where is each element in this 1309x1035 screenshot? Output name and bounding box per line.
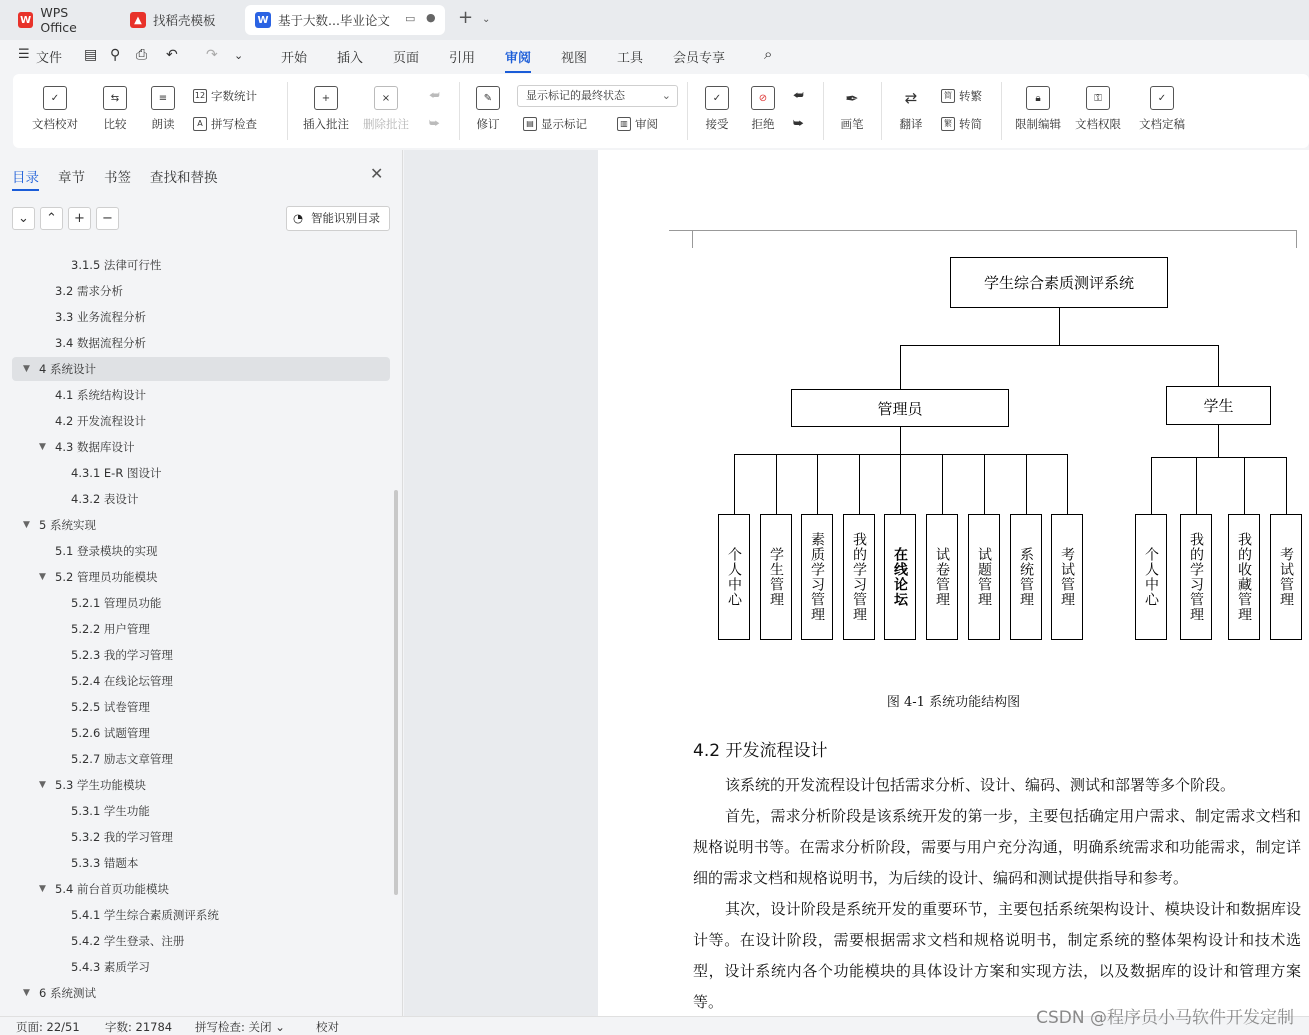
toc-item-label: 4 系统设计 bbox=[39, 362, 96, 376]
doc-permission-button[interactable] bbox=[1073, 86, 1123, 132]
connector-line bbox=[984, 454, 985, 514]
finalize-icon: ✓ bbox=[1150, 86, 1174, 110]
pen-icon: ✒ bbox=[845, 88, 859, 108]
toc-item[interactable] bbox=[39, 566, 158, 588]
connector-line bbox=[859, 454, 860, 514]
toc-item[interactable]: 4.3.2 表设计 bbox=[71, 492, 139, 506]
toc-item[interactable]: 3.2 需求分析 bbox=[55, 284, 123, 298]
connector-line bbox=[1026, 454, 1027, 514]
review-pane-icon: ▥ bbox=[617, 117, 631, 131]
connector-line bbox=[900, 427, 901, 454]
prev-comment-icon[interactable]: ⮨ bbox=[429, 88, 440, 102]
toc-item[interactable] bbox=[39, 774, 146, 796]
toc-item[interactable]: 5.3.1 学生功能 bbox=[71, 804, 150, 818]
translate-label: 翻译 bbox=[899, 117, 923, 131]
writer-logo-icon: W bbox=[255, 12, 271, 28]
page-corner-mark bbox=[669, 230, 693, 231]
spell-check-status: 拼写检查: 关闭 bbox=[195, 1020, 272, 1034]
reject-icon: ⊘ bbox=[751, 86, 775, 110]
toc-item[interactable] bbox=[23, 514, 96, 536]
print-preview-icon[interactable]: ⎙ bbox=[136, 47, 148, 63]
toc-item[interactable]: 4.3.1 E-R 图设计 bbox=[71, 466, 162, 480]
delete-comment-icon: × bbox=[374, 86, 398, 110]
toc-item[interactable]: 5.2.3 我的学习管理 bbox=[71, 648, 173, 662]
prev-change-icon[interactable]: ⮨ bbox=[793, 88, 804, 102]
wps-logo-icon: W bbox=[18, 12, 33, 28]
toc-item[interactable] bbox=[39, 878, 169, 900]
pen-label: 画笔 bbox=[840, 117, 864, 131]
remove-level-button[interactable]: − bbox=[96, 207, 119, 230]
menu-page[interactable]: 页面 bbox=[393, 51, 420, 66]
tab-label: 找稻壳模板 bbox=[153, 13, 216, 28]
new-tab-icon[interactable]: + bbox=[458, 7, 474, 28]
traditional-icon: 繁 bbox=[941, 117, 955, 131]
diagram-student-box bbox=[1166, 386, 1271, 425]
diagram-student-label: 学生 bbox=[1203, 397, 1234, 415]
track-changes-button[interactable] bbox=[471, 86, 505, 132]
close-panel-icon[interactable]: ✕ bbox=[370, 164, 384, 183]
template-logo-icon: ▲ bbox=[130, 12, 146, 28]
track-changes-label: 修订 bbox=[476, 117, 500, 131]
lock-doc-icon: 🔒︎ bbox=[1026, 86, 1050, 110]
search-icon[interactable]: ⌕ bbox=[764, 45, 773, 63]
panel-tab-bookmarks[interactable]: 书签 bbox=[104, 170, 131, 186]
ribbon-divider bbox=[459, 82, 460, 140]
next-comment-icon[interactable]: ⮩ bbox=[429, 116, 440, 130]
insert-comment-icon: + bbox=[314, 86, 338, 110]
undo-icon[interactable]: ↶ bbox=[166, 47, 178, 63]
spell-check-icon: A bbox=[193, 117, 207, 131]
show-markup-icon: ▤ bbox=[523, 117, 537, 131]
redo-icon[interactable]: ↷ bbox=[206, 47, 218, 63]
display-state-value: 显示标记的最终状态 bbox=[526, 89, 625, 102]
paragraph: 其次，设计阶段是系统开发的重要环节，主要包括系统架构设计、模块设计和数据库设计等。在设计阶段，需要根据需求文档和规格说明书，制定系统的整体架构设计和技术选型，设计系统内各个功能模块的具体设计方案和实现方法，以及数据库的设计和管理方案等。 bbox=[693, 900, 1301, 1011]
toc-item[interactable]: 5.2.1 管理员功能 bbox=[71, 596, 162, 610]
word-count-icon: 12 bbox=[193, 89, 207, 103]
accept-icon: ✓ bbox=[705, 86, 729, 110]
toc-item[interactable]: 5.4.3 素质学习 bbox=[71, 960, 150, 974]
toc-item[interactable]: 5.2.5 试卷管理 bbox=[71, 700, 150, 714]
page-margin-line bbox=[692, 230, 1296, 231]
watermark-text: CSDN @程序员小马软件开发定制 bbox=[1036, 1008, 1294, 1028]
toc-item[interactable]: 5.2.2 用户管理 bbox=[71, 622, 150, 636]
toc-item-label: 6 系统测试 bbox=[39, 986, 96, 1000]
diagram-admin-child: 在线论坛 bbox=[884, 514, 916, 640]
diagram-student-child: 我的学习管理 bbox=[1180, 514, 1212, 640]
review-ribbon bbox=[13, 74, 1309, 148]
translate-icon: ⇄ bbox=[904, 89, 918, 107]
connector-line bbox=[1067, 454, 1068, 514]
document-page[interactable] bbox=[598, 150, 1309, 1016]
read-aloud-button[interactable] bbox=[147, 86, 179, 132]
toc-item[interactable]: 5.2.7 励志文章管理 bbox=[71, 752, 173, 766]
toc-item[interactable] bbox=[39, 436, 135, 458]
page-indicator[interactable]: 页面: 22/51 bbox=[16, 1020, 80, 1034]
connector-line bbox=[900, 454, 901, 514]
diagram-admin-child: 系统管理 bbox=[1010, 514, 1042, 640]
diagram-admin-child: 我的学习管理 bbox=[843, 514, 875, 640]
word-count-label: 字数统计 bbox=[211, 89, 257, 103]
track-changes-icon: ✎ bbox=[476, 86, 500, 110]
translate-button[interactable] bbox=[893, 86, 929, 132]
proofread-indicator[interactable]: 校对 bbox=[316, 1020, 339, 1034]
insert-comment-button[interactable] bbox=[300, 86, 352, 132]
toc-item[interactable]: 3.4 数据流程分析 bbox=[55, 336, 146, 350]
show-markup-label: 显示标记 bbox=[541, 117, 587, 131]
panel-tab-toc[interactable]: 目录 bbox=[12, 166, 39, 186]
toc-item-label: 5.2 管理员功能模块 bbox=[55, 570, 158, 584]
tab-label: WPS Office bbox=[40, 5, 77, 35]
read-aloud-label: 朗读 bbox=[151, 117, 175, 131]
connector-line bbox=[1151, 457, 1152, 514]
accept-button[interactable] bbox=[699, 86, 735, 132]
menu-bar bbox=[0, 40, 1309, 72]
connector-line bbox=[1059, 308, 1060, 345]
delete-comment-label: 删除批注 bbox=[363, 117, 409, 131]
paragraph: 首先，需求分析阶段是该系统开发的第一步，主要包括确定用户需求、制定需求文档和规格说明书等。在需求分析阶段，需要与用户充分沟通，明确系统需求和功能需求，制定详细的需求文档和规格说明书，为后续的设计、编码和测试提供指导和参考。 bbox=[693, 807, 1301, 887]
toc-item-label: 5 系统实现 bbox=[39, 518, 96, 532]
toc-item[interactable]: 5.3.3 错题本 bbox=[71, 856, 139, 870]
accept-label: 接受 bbox=[705, 117, 729, 131]
smart-toc-icon: ◔ bbox=[293, 211, 304, 225]
window-tab-bar bbox=[0, 0, 1309, 40]
panel-tab-chapters[interactable]: 章节 bbox=[58, 170, 85, 186]
restrict-edit-label: 限制编辑 bbox=[1015, 117, 1061, 131]
pen-button[interactable] bbox=[835, 86, 869, 132]
show-markup-button[interactable] bbox=[523, 116, 587, 132]
connector-line bbox=[1196, 457, 1197, 514]
ribbon-divider bbox=[1001, 82, 1002, 140]
menu-file[interactable]: 文件 bbox=[36, 51, 63, 66]
toc-item[interactable]: 4.1 系统结构设计 bbox=[55, 388, 146, 402]
connector-line bbox=[817, 454, 818, 514]
smart-toc-button[interactable] bbox=[286, 206, 390, 231]
simplified-icon: 简 bbox=[941, 89, 955, 103]
tab-wps-office[interactable] bbox=[8, 5, 116, 35]
menu-tools[interactable]: 工具 bbox=[617, 51, 644, 66]
connector-line bbox=[734, 454, 1068, 455]
figure-caption: 图 4-1 系统功能结构图 bbox=[886, 695, 1021, 710]
menu-reference[interactable]: 引用 bbox=[449, 51, 476, 66]
toc-item-label: 4.3 数据库设计 bbox=[55, 440, 135, 454]
expand-arrow-icon[interactable]: ▼ bbox=[39, 780, 46, 790]
diagram-admin-child: 素质学习管理 bbox=[801, 514, 833, 640]
word-count-button[interactable] bbox=[193, 88, 257, 104]
tab-document[interactable] bbox=[245, 5, 445, 35]
more-chevron-icon[interactable]: ⌄ bbox=[234, 49, 244, 62]
reject-label: 拒绝 bbox=[751, 117, 775, 131]
expand-arrow-icon[interactable]: ▼ bbox=[39, 884, 46, 894]
toc-item[interactable]: 4.2 开发流程设计 bbox=[55, 414, 146, 428]
expand-arrow-icon[interactable]: ▼ bbox=[39, 572, 46, 582]
toc-item[interactable]: 5.1 登录模块的实现 bbox=[55, 544, 158, 558]
toc-item-label: 5.3 学生功能模块 bbox=[55, 778, 146, 792]
doc-finalize-button[interactable] bbox=[1133, 86, 1191, 132]
doc-check-icon: ✓ bbox=[43, 86, 67, 110]
toc-item[interactable]: 3.1.5 法律可行性 bbox=[71, 258, 162, 272]
chevron-down-icon: ⌄ bbox=[275, 1020, 285, 1034]
expand-arrow-icon[interactable]: ▼ bbox=[23, 364, 30, 374]
toc-item[interactable] bbox=[23, 982, 96, 1004]
review-pane-label: 审阅 bbox=[635, 117, 658, 131]
menu-home[interactable]: 开始 bbox=[281, 51, 308, 66]
compare-button[interactable] bbox=[97, 86, 133, 132]
toc-item[interactable]: 3.3 业务流程分析 bbox=[55, 310, 146, 324]
menu-view[interactable]: 视图 bbox=[561, 51, 588, 66]
toc-item[interactable]: 5.4.1 学生综合素质测评系统 bbox=[71, 908, 219, 922]
connector-line bbox=[1218, 425, 1219, 457]
page-corner-mark bbox=[1296, 230, 1297, 248]
diagram-student-child: 考试管理 bbox=[1270, 514, 1302, 640]
toc-item[interactable]: 5.3.2 我的学习管理 bbox=[71, 830, 173, 844]
doc-check-button[interactable] bbox=[29, 86, 81, 132]
diagram-admin-child: 考试管理 bbox=[1051, 514, 1083, 640]
document-canvas bbox=[404, 150, 1309, 1016]
menu-membership[interactable]: 会员专享 bbox=[673, 51, 726, 66]
add-level-button[interactable]: + bbox=[68, 207, 91, 230]
compare-label: 比较 bbox=[103, 117, 127, 131]
diagram-admin-child: 试卷管理 bbox=[926, 514, 958, 640]
page-corner-mark bbox=[692, 230, 693, 248]
connector-line bbox=[900, 345, 1219, 346]
ribbon-divider bbox=[823, 82, 824, 140]
expand-arrow-icon[interactable]: ▼ bbox=[23, 988, 30, 998]
collapse-up-button[interactable]: ⌃ bbox=[40, 207, 63, 230]
share-icon[interactable]: ⚲ bbox=[110, 47, 121, 63]
connector-line bbox=[1286, 457, 1287, 514]
paragraph: 该系统的开发流程设计包括需求分析、设计、编码、测试和部署等多个阶段。 bbox=[725, 776, 1236, 794]
chevron-down-icon: ⌄ bbox=[661, 89, 671, 102]
to-traditional-button[interactable] bbox=[941, 88, 982, 104]
toc-item[interactable]: 5.2.6 试题管理 bbox=[71, 726, 150, 740]
diagram-root-box bbox=[950, 257, 1168, 308]
spell-check-indicator[interactable] bbox=[195, 1019, 285, 1035]
doc-finalize-label: 文档定稿 bbox=[1139, 117, 1185, 131]
tab-list-chevron-icon[interactable]: ⌄ bbox=[482, 14, 491, 25]
menu-review[interactable]: 审阅 bbox=[505, 47, 531, 66]
reject-button[interactable] bbox=[745, 86, 781, 132]
expand-arrow-icon[interactable]: ▼ bbox=[23, 520, 30, 530]
spell-check-label: 拼写检查 bbox=[211, 117, 257, 131]
connector-line bbox=[1244, 457, 1245, 514]
toc-item-label: 5.4 前台首页功能模块 bbox=[55, 882, 169, 896]
doc-permission-label: 文档权限 bbox=[1075, 117, 1121, 131]
connector-line bbox=[1218, 345, 1219, 386]
smart-toc-label: 智能识别目录 bbox=[311, 211, 380, 225]
menu-insert[interactable]: 插入 bbox=[337, 51, 364, 66]
panel-scrollbar[interactable] bbox=[394, 490, 398, 895]
read-aloud-icon: ≡ bbox=[151, 86, 175, 110]
hamburger-icon[interactable]: ☰ bbox=[18, 47, 30, 62]
expand-arrow-icon[interactable]: ▼ bbox=[39, 442, 46, 452]
diagram-admin-child: 学生管理 bbox=[760, 514, 792, 640]
connector-line bbox=[900, 345, 901, 389]
ribbon-divider bbox=[881, 82, 882, 140]
connector-line bbox=[942, 454, 943, 514]
toc-item-selected[interactable] bbox=[23, 358, 96, 380]
insert-comment-label: 插入批注 bbox=[303, 117, 349, 131]
connector-line bbox=[776, 454, 777, 514]
word-count-indicator[interactable]: 字数: 21784 bbox=[105, 1020, 173, 1034]
compare-icon: ⇆ bbox=[103, 86, 127, 110]
panel-tab-find-replace[interactable]: 查找和替换 bbox=[150, 170, 218, 186]
ribbon-divider bbox=[687, 82, 688, 140]
ribbon-divider bbox=[287, 82, 288, 140]
to-simplified-label: 转简 bbox=[959, 117, 982, 131]
to-simplified-button[interactable] bbox=[941, 116, 982, 132]
diagram-student-child: 个人中心 bbox=[1135, 514, 1167, 640]
toc-item[interactable]: 5.4.2 学生登录、注册 bbox=[71, 934, 185, 948]
restrict-edit-button[interactable] bbox=[1013, 86, 1063, 132]
diagram-admin-label: 管理员 bbox=[877, 399, 923, 418]
connector-line bbox=[734, 454, 735, 514]
doc-check-label: 文档校对 bbox=[32, 117, 78, 131]
section-heading: 4.2 开发流程设计 bbox=[693, 741, 828, 761]
collapse-down-button[interactable]: ⌄ bbox=[12, 207, 35, 230]
save-icon[interactable]: ▤ bbox=[84, 47, 98, 63]
tab-templates[interactable] bbox=[120, 5, 240, 35]
tab-label: 基于大数...毕业论文 bbox=[278, 13, 390, 28]
diagram-admin-child: 个人中心 bbox=[718, 514, 750, 640]
connector-line bbox=[1151, 457, 1287, 458]
permission-icon: ⚿ bbox=[1086, 86, 1110, 110]
close-tab-icon[interactable]: ● bbox=[426, 11, 436, 24]
to-traditional-label: 转繁 bbox=[959, 89, 982, 103]
spell-check-button[interactable] bbox=[193, 116, 257, 132]
diagram-admin-box bbox=[791, 389, 1009, 427]
display-state-select[interactable] bbox=[517, 85, 678, 107]
diagram-student-child: 我的收藏管理 bbox=[1228, 514, 1260, 640]
diagram-root-label: 学生综合素质测评系统 bbox=[983, 274, 1134, 292]
diagram-admin-child: 试题管理 bbox=[968, 514, 1000, 640]
toc-item[interactable]: 5.2.4 在线论坛管理 bbox=[71, 674, 173, 688]
review-pane-button[interactable] bbox=[617, 116, 658, 132]
next-change-icon[interactable]: ⮩ bbox=[793, 116, 804, 130]
delete-comment-button[interactable] bbox=[360, 86, 412, 132]
monitor-icon[interactable]: ▭ bbox=[405, 12, 416, 25]
navigation-panel bbox=[0, 150, 403, 1016]
